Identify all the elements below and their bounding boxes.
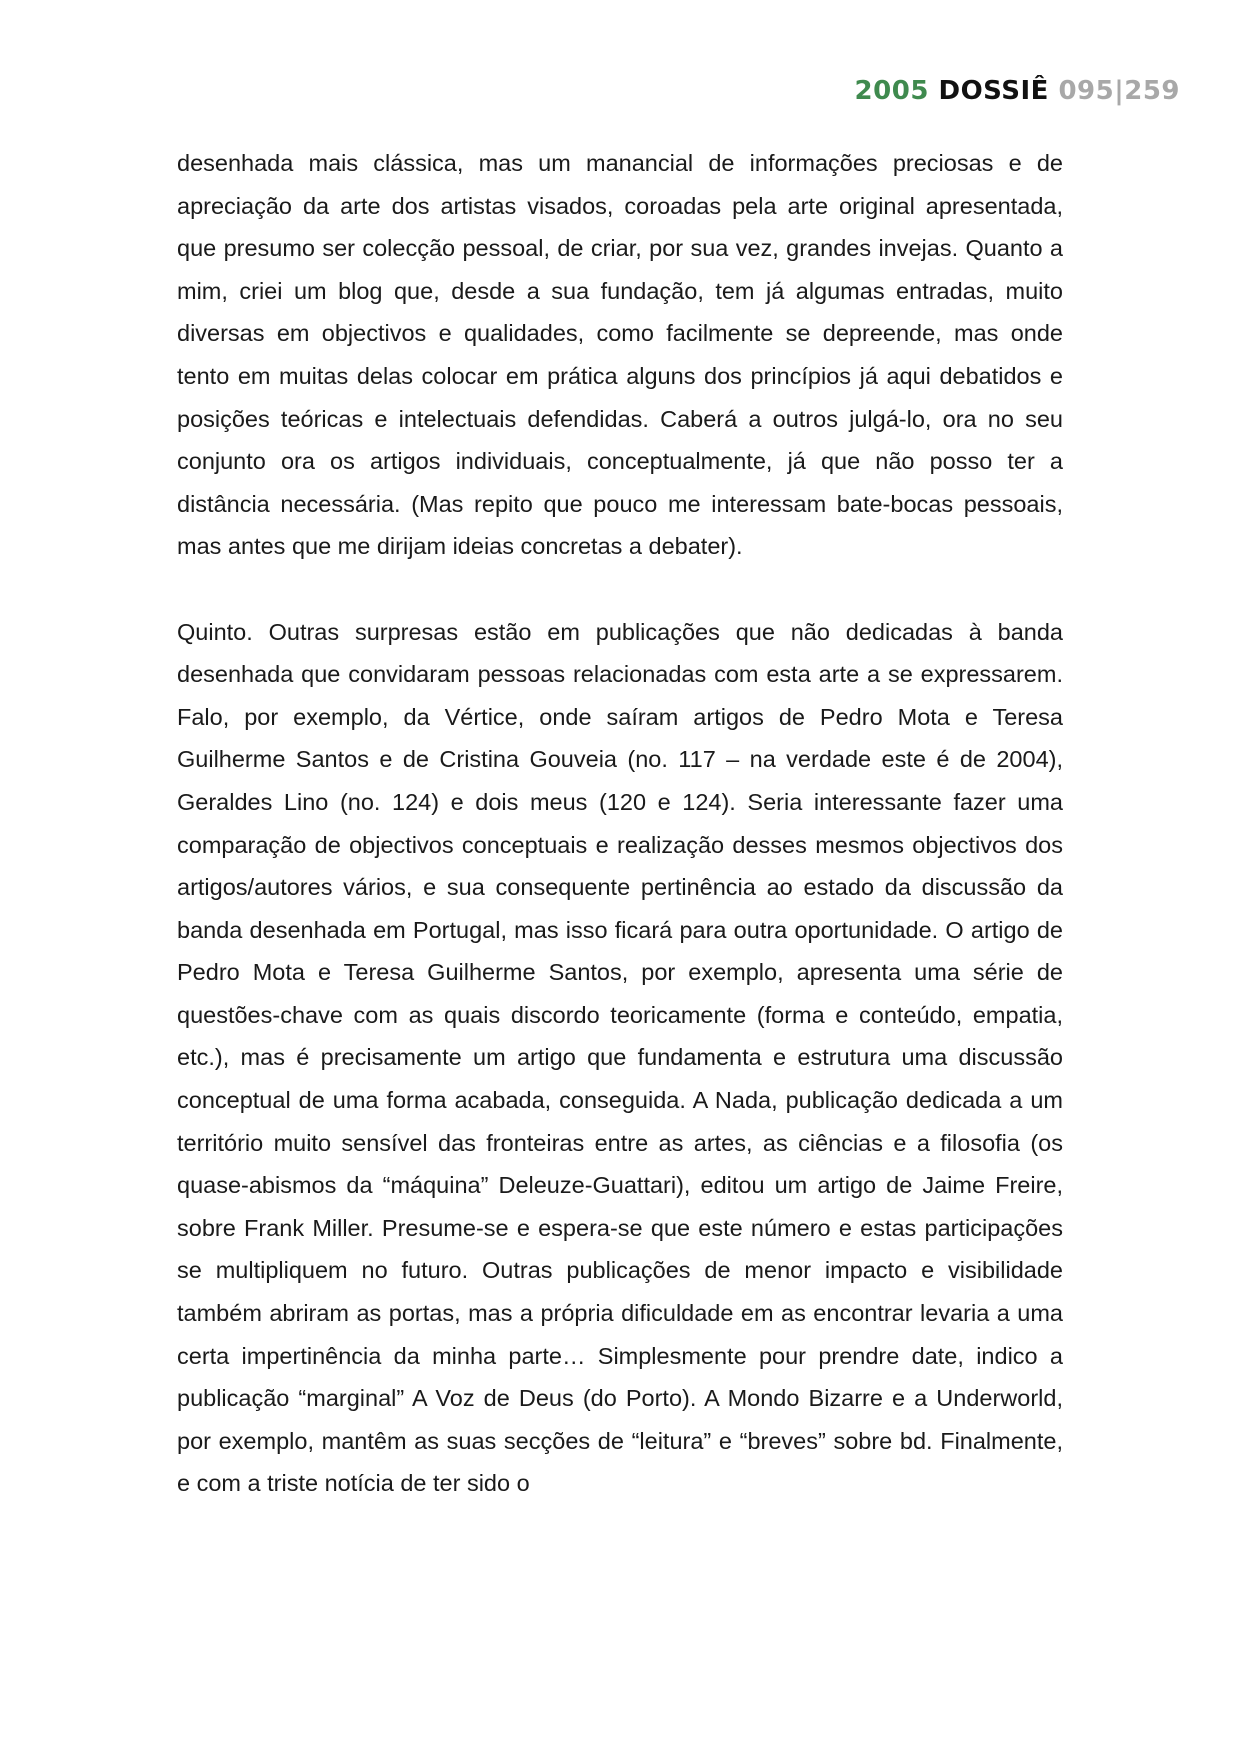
header-year: 2005 <box>854 76 929 106</box>
paragraph-1: desenhada mais clássica, mas um manancial de informações preciosas e de apreciação da arte dos artistas visados, coroadas pela arte original apresentada, que presumo ser colecção pessoal, de criar, por sua vez, grandes invejas. Quanto a mim, criei um blog que, desde a sua fundação, tem já algumas entradas, muito diversas em objectivos e qualidades, como facilmente se depreende, mas onde tento em muitas delas colocar em prática alguns dos princípios já aqui debatidos e posições teóricas e intelectuais defendidas. Caberá a outros julgá-lo, ora no seu conjunto ora os artigos individuais, conceptualmente, já que não posso ter a distância necessária. (Mas repito que pouco me interessam bate-bocas pessoais, mas antes que me dirijam ideias concretas a debater). <box>177 150 1063 560</box>
page-header <box>855 76 1180 106</box>
paragraph-2: Quinto. Outras surpresas estão em publicações que não dedicadas à banda desenhada que convidaram pessoas relacionadas com esta arte a se expressarem. Falo, por exemplo, da Vértice, onde saíram artigos de Pedro Mota e Teresa Guilherme Santos e de Cristina Gouveia (no. 117 – na verdade este é de 2004), Geraldes Lino (no. 124) e dois meus (120 e 124). Seria interessante fazer uma comparação de objectivos conceptuais e realização desses mesmos objectivos dos artigos/autores vários, e sua consequente pertinência ao estado da discussão da banda desenhada em Portugal, mas isso ficará para outra oportunidade. O artigo de Pedro Mota e Teresa Guilherme Santos, por exemplo, apresenta uma série de questões-chave com as quais discordo teoricamente (forma e conteúdo, empatia, etc.), mas é precisamente um artigo que fundamenta e estrutura uma discussão conceptual de uma forma acabada, conseguida. A Nada, publicação dedicada a um território muito sensível das fronteiras entre as artes, as ciências e a filosofia (os quase-abismos da “máquina” Deleuze-Guattari), editou um artigo de Jaime Freire, sobre Frank Miller. Presume-se e espera-se que este número e estas participações se multipliquem no futuro. Outras publicações de menor impacto e visibilidade também abriram as portas, mas a própria dificuldade em as encontrar levaria a uma certa impertinência da minha parte… Simplesmente pour prendre date, indico a publicação “marginal” A Voz de Deus (do Porto). A Mondo Bizarre e a Underworld, por exemplo, mantêm as suas secções de “leitura” e “breves” sobre bd. Finalmente, e com a triste notícia de ter sido o <box>177 618 1063 1497</box>
body-text <box>177 142 1063 1505</box>
header-page-number: 095|259 <box>1058 76 1180 106</box>
header-title: DOSSIÊ <box>938 76 1049 106</box>
